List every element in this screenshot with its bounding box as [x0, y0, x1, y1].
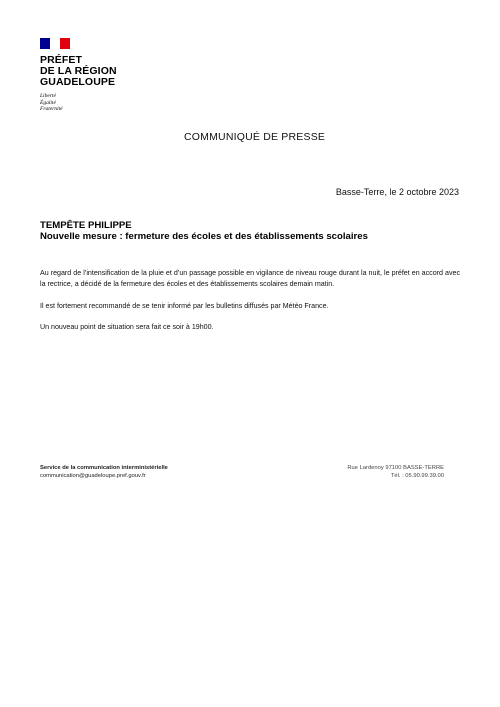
footer-address: [347, 464, 444, 480]
body-paragraph: Il est fortement recommandé de se tenir informé par les bulletins diffusés par Météo France.: [40, 301, 329, 310]
headline-subtitle: Nouvelle mesure : fermeture des écoles et des établissements scolaires: [40, 231, 368, 242]
prefecture-logo: [40, 38, 160, 113]
marianne-flag-icon: [40, 38, 70, 49]
flag-blue-band: [40, 38, 50, 49]
document-type-title: COMMUNIQUÉ DE PRESSE: [184, 131, 326, 143]
body-paragraph: Au regard de l’intensification de la pluie et d’un passage possible en vigilance de niveau rouge durant la nuit, le préfet en accord avec la rectrice, a décidé de la fermeture des écoles et des établissements scolaires demain matin.: [40, 269, 460, 288]
logo-title-line: GUADELOUPE: [40, 76, 116, 88]
republic-motto: [40, 93, 160, 113]
logo-title-line: PRÉFET: [40, 54, 83, 66]
motto-line: Liberté: [40, 93, 56, 99]
phone-number: Tél. : 05.90.99.39.00: [390, 473, 444, 479]
flag-white-band: [50, 38, 60, 49]
footer-contact: [40, 464, 168, 480]
headline-title: TEMPÊTE PHILIPPE: [40, 220, 132, 231]
service-name: Service de la communication interministérielle: [40, 465, 168, 471]
press-release-body: [40, 268, 460, 344]
logo-title-line: DE LA RÉGION: [40, 65, 117, 77]
motto-line: Fraternité: [40, 106, 63, 112]
motto-line: Égalité: [40, 99, 56, 106]
postal-address: Rue Lardenoy 97100 BASSE-TERRE: [347, 465, 444, 471]
flag-red-band: [60, 38, 70, 49]
contact-email-link[interactable]: communication@guadeloupe.pref.gouv.fr: [40, 473, 146, 479]
headline: [40, 220, 470, 242]
logo-title: [40, 55, 160, 88]
body-paragraph: Un nouveau point de situation sera fait ce soir à 19h00.: [40, 323, 214, 332]
date-line: Basse-Terre, le 2 octobre 2023: [335, 187, 459, 197]
